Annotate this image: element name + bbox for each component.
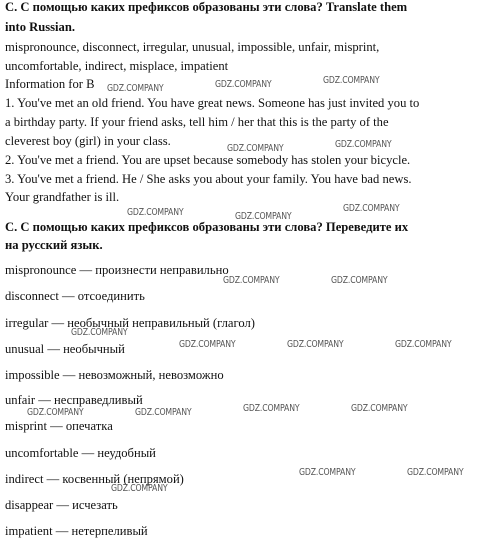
translation-item: indirect — косвенный (непрямой): [5, 472, 184, 486]
word-list-line-1: mispronounce, disconnect, irregular, unusual, impossible, unfair, misprint,: [5, 40, 380, 54]
translation-item: mispronounce — произнести неправильно: [5, 263, 229, 277]
watermark: GDZ.COMPANY: [235, 211, 292, 222]
task-header-line-2: into Russian.: [5, 20, 75, 34]
watermark: GDZ.COMPANY: [27, 407, 84, 418]
answer-header-line-2: на русский язык.: [5, 238, 103, 252]
info-line: Your grandfather is ill.: [5, 190, 120, 204]
watermark: GDZ.COMPANY: [107, 83, 164, 94]
word-list-line-2: uncomfortable, indirect, misplace, impatient: [5, 59, 229, 73]
task-header-line-1: С. С помощью каких префиксов образованы эти слова? Translate them: [5, 0, 408, 14]
translation-item: unusual — необычный: [5, 342, 125, 356]
watermark: GDZ.COMPANY: [395, 339, 452, 350]
info-line: 1. You've met an old friend. You have great news. Someone has just invited you to: [5, 96, 420, 110]
info-line: 2. You've met a friend. You are upset because somebody has stolen your bicycle.: [5, 153, 411, 167]
translation-item: unfair — несправедливый: [5, 393, 143, 407]
info-line: a birthday party. If your friend asks, tell him / her that this is the party of the: [5, 115, 389, 129]
translation-item: disconnect — отсоединить: [5, 289, 145, 303]
watermark: GDZ.COMPANY: [287, 339, 344, 350]
translation-item: irregular — необычный неправильный (глагол): [5, 316, 255, 330]
watermark: GDZ.COMPANY: [343, 203, 400, 214]
watermark: GDZ.COMPANY: [127, 207, 184, 218]
watermark: GDZ.COMPANY: [323, 75, 380, 86]
watermark: GDZ.COMPANY: [299, 467, 356, 478]
watermark: GDZ.COMPANY: [71, 327, 128, 338]
watermark: GDZ.COMPANY: [135, 407, 192, 418]
translation-item: misprint — опечатка: [5, 419, 113, 433]
watermark: GDZ.COMPANY: [331, 275, 388, 286]
answer-header-line-1: С. С помощью каких префиксов образованы эти слова? Переведите их: [5, 220, 409, 234]
watermark: GDZ.COMPANY: [335, 139, 392, 150]
watermark: GDZ.COMPANY: [227, 143, 284, 154]
translation-item: disappear — исчезать: [5, 498, 118, 512]
translation-item: impossible — невозможный, невозможно: [5, 368, 224, 382]
watermark: GDZ.COMPANY: [179, 339, 236, 350]
watermark: GDZ.COMPANY: [111, 483, 168, 494]
watermark: GDZ.COMPANY: [215, 79, 272, 90]
info-line: 3. You've met a friend. He / She asks you about your family. You have bad news.: [5, 172, 412, 186]
watermark: GDZ.COMPANY: [351, 403, 408, 414]
translation-item: impatient — нетерпеливый: [5, 524, 148, 538]
watermark: GDZ.COMPANY: [243, 403, 300, 414]
info-heading: Information for B: [5, 77, 95, 91]
info-line: cleverest boy (girl) in your class.: [5, 134, 171, 148]
translation-item: uncomfortable — неудобный: [5, 446, 156, 460]
watermark: GDZ.COMPANY: [223, 275, 280, 286]
watermark: GDZ.COMPANY: [407, 467, 464, 478]
